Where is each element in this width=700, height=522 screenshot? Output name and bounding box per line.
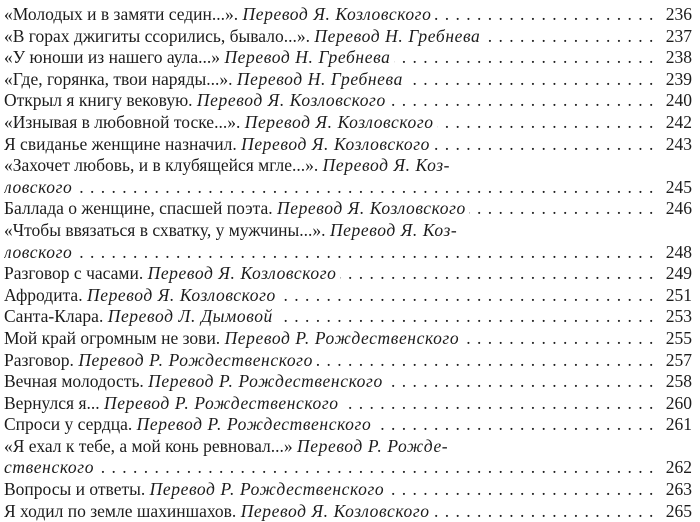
translator-credit-continued: ственского <box>4 457 95 478</box>
poem-title: Вопросы и ответы. <box>4 479 146 500</box>
poem-title: «Я ехал к тебе, а мой конь ревновал...» <box>4 435 293 456</box>
page-number: 249 <box>656 263 692 285</box>
page-number: 242 <box>656 112 692 134</box>
toc-entry <box>4 155 692 198</box>
translator-credit: Перевод Р. Рождественского <box>78 349 313 370</box>
toc-entry <box>4 371 692 393</box>
toc-entry <box>4 328 692 350</box>
toc-entry <box>4 501 692 522</box>
poem-title: Я свиданье женщине назначил. <box>4 133 237 154</box>
poem-title: Вечная молодость. <box>4 371 144 392</box>
page-number: 248 <box>656 242 692 264</box>
toc-entry <box>4 26 692 48</box>
poem-title: Мой край огромным не зови. <box>4 327 221 348</box>
poem-title: «Изнывая в любовной тоске...». <box>4 111 241 132</box>
page-number: 246 <box>656 198 692 220</box>
page-number: 237 <box>656 26 692 48</box>
translator-credit: Перевод Н. Гребнева <box>314 25 481 46</box>
toc-entry <box>4 134 692 156</box>
poem-title: «Чтобы ввязаться в схватку, у мужчины...». <box>4 219 326 240</box>
translator-credit: Перевод Р. Рождественского <box>104 392 339 413</box>
translator-credit: Перевод Я. Козловского <box>241 133 431 154</box>
poem-title: Спроси у сердца. <box>4 414 133 435</box>
poem-title: «Молодых и в замяти седин...». <box>4 4 239 24</box>
toc-entry <box>4 285 692 307</box>
toc-entry <box>4 350 692 372</box>
page-number: 239 <box>656 69 692 91</box>
poem-title: Разговор. <box>4 349 74 370</box>
poem-title: «У юноши из нашего аула...» <box>4 47 221 68</box>
translator-credit: Перевод Я. Козловского <box>242 4 432 24</box>
toc-entry <box>4 414 692 436</box>
poem-title: «В горах джигиты ссорились, бывало...». <box>4 25 310 46</box>
page-number: 262 <box>656 457 692 479</box>
translator-credit: Перевод Я. Козловского <box>244 111 434 132</box>
translator-credit-continued: ловского <box>4 176 73 197</box>
page-number: 251 <box>656 285 692 307</box>
page-number: 258 <box>656 371 692 393</box>
page-number: 240 <box>656 90 692 112</box>
page-number: 243 <box>656 134 692 156</box>
poem-title: Санта-Клара. <box>4 306 104 327</box>
toc-entry <box>4 47 692 69</box>
poem-title: Разговор с часами. <box>4 263 144 284</box>
page-number: 238 <box>656 47 692 69</box>
translator-credit: Перевод Р. Рождественского <box>224 327 460 348</box>
poem-title: Вернулся я... <box>4 392 100 413</box>
toc-entry <box>4 69 692 91</box>
toc-entry <box>4 112 692 134</box>
translator-credit: Перевод Р. Рождественского <box>149 479 385 500</box>
translator-credit: Перевод Я. Козловского <box>240 500 430 521</box>
translator-credit: Перевод Л. Дымовой <box>107 306 273 327</box>
translator-credit: Перевод Н. Гребнева <box>224 47 391 68</box>
toc-entry <box>4 90 692 112</box>
page-number: 255 <box>656 328 692 350</box>
translator-credit-continued: ловского <box>4 241 73 262</box>
toc-entry <box>4 393 692 415</box>
toc-entry <box>4 4 692 26</box>
translator-credit: Перевод Р. Рожде- <box>297 435 449 456</box>
translator-credit: Перевод Р. Рождественского <box>148 371 383 392</box>
poem-title: Баллада о женщине, спасшей поэта. <box>4 198 273 219</box>
page-number: 265 <box>656 501 692 522</box>
translator-credit: Перевод Н. Гребнева <box>236 68 403 89</box>
page-number: 263 <box>656 479 692 501</box>
toc-entry <box>4 479 692 501</box>
poem-title: Я ходил по земле шахиншахов. <box>4 500 237 521</box>
toc-entry <box>4 306 692 328</box>
poem-title: Афродита. <box>4 284 83 305</box>
translator-credit: Перевод Я. Козловского <box>86 284 276 305</box>
poem-title: «Захочет любовь, и в клубящейся мгле...». <box>4 155 319 176</box>
translator-credit: Перевод Я. Козловского <box>147 263 337 284</box>
toc-entry <box>4 220 692 263</box>
page-number: 260 <box>656 393 692 415</box>
translator-credit: Перевод Я. Коз- <box>329 219 458 240</box>
translator-credit: Перевод Р. Рождественского <box>136 414 372 435</box>
poem-title: «Где, горянка, твои наряды...». <box>4 68 233 89</box>
toc-entry <box>4 263 692 285</box>
page-number: 253 <box>656 306 692 328</box>
page-number: 257 <box>656 350 692 372</box>
page-number: 236 <box>656 4 692 26</box>
translator-credit: Перевод Я. Козловского <box>196 90 386 111</box>
poem-title: Открыл я книгу вековую. <box>4 90 193 111</box>
toc-entry <box>4 198 692 220</box>
toc-entry <box>4 436 692 479</box>
translator-credit: Перевод Я. Козловского <box>276 198 466 219</box>
translator-credit: Перевод Я. Коз- <box>322 155 451 176</box>
page-number: 245 <box>656 177 692 199</box>
page-number: 261 <box>656 414 692 436</box>
